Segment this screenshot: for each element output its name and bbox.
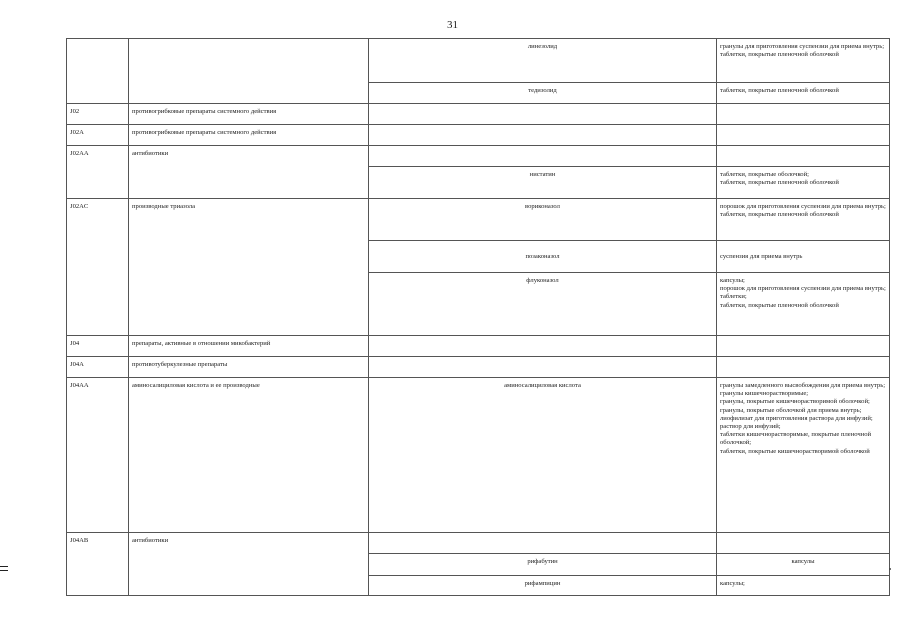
drug-name-cell: нистатин: [369, 167, 717, 199]
table-row: [67, 39, 890, 83]
drug-name-cell: флуконазол: [369, 273, 717, 336]
dosage-form-text: суспензия для приема внутрь: [720, 253, 803, 261]
table-row: [67, 199, 890, 241]
dosage-form-cell: [717, 533, 890, 554]
dosage-form-cell: [717, 336, 890, 357]
dosage-form-text: капсулы;: [720, 580, 745, 587]
table-row: [67, 533, 890, 554]
drug-name-cell: аминосалициловая кислота: [369, 378, 717, 533]
dosage-form-text: капсулы: [791, 558, 815, 565]
group-name-cell: препараты, активные в отношении микобактерий: [129, 336, 369, 357]
dosage-form-cell: [717, 378, 890, 533]
table-row: [67, 336, 890, 357]
drug-name-cell: [369, 357, 717, 378]
drug-name-cell: рифабутин: [369, 554, 717, 576]
atc-code-cell: J04AB: [67, 533, 129, 596]
atc-code-cell: J04AA: [67, 378, 129, 533]
atc-code-cell: J02AC: [67, 199, 129, 336]
atc-code-cell: J02A: [67, 125, 129, 146]
group-name-cell: противогрибковые препараты системного действия: [129, 125, 369, 146]
drug-name-cell: вориконазол: [369, 199, 717, 241]
page-number: 31: [447, 19, 458, 31]
drug-name-cell: [369, 125, 717, 146]
dosage-form-cell: [717, 146, 890, 167]
group-name-cell: противотуберкулезные препараты: [129, 357, 369, 378]
dosage-form-cell: [717, 273, 890, 336]
atc-code-cell: J04A: [67, 357, 129, 378]
dosage-form-text: гранулы для приготовления суспензии для приема внутрь; таблетки, покрытые пленочной оболочкой: [720, 43, 885, 59]
table-row: [67, 125, 890, 146]
drug-name-cell: позаконазол: [369, 241, 717, 273]
group-name-cell: антибиотики: [129, 533, 369, 596]
atc-code-cell: J02AA: [67, 146, 129, 199]
dosage-form-text: таблетки, покрытые оболочкой; таблетки, покрытые пленочной оболочкой: [720, 171, 839, 187]
group-name-cell: аминосалициловая кислота и ее производные: [129, 378, 369, 533]
table-row: [67, 357, 890, 378]
dosage-form-cell: [717, 125, 890, 146]
drug-name-cell: [369, 146, 717, 167]
dosage-form-text: гранулы замедленного высвобождения для приема внутрь; гранулы кишечнорастворимые; гранулы, покрытые кишечнорастворимой оболочкой; гранулы, покрытые оболочкой для приема внутрь; лиофилизат для приготовления раствора для инфузий; раствор для инфузий; таблетки кишечнорастворимые, покрытые пленочной оболочкой; таблетки, покрытые кишечнорастворимой оболочкой: [720, 382, 886, 455]
dosage-form-cell: [717, 241, 890, 273]
dosage-form-cell: [717, 167, 890, 199]
group-name-cell: антибиотики: [129, 146, 369, 199]
dosage-form-cell: [717, 104, 890, 125]
drug-name-cell: тедизолид: [369, 83, 717, 104]
dosage-form-cell: [717, 83, 890, 104]
atc-code-cell: J02: [67, 104, 129, 125]
dosage-form-cell: [717, 576, 890, 596]
atc-code-cell: J04: [67, 336, 129, 357]
dosage-form-text: капсулы; порошок для приготовления суспензии для приема внутрь; таблетки; таблетки, покрытые пленочной оболочкой: [720, 277, 886, 309]
table-row: [67, 146, 890, 167]
drug-name-cell: [369, 533, 717, 554]
group-name-cell: производные триазола: [129, 199, 369, 336]
drug-name-cell: рифампицин: [369, 576, 717, 596]
drug-name-cell: [369, 104, 717, 125]
atc-code-cell: [67, 39, 129, 104]
dosage-form-text: таблетки, покрытые пленочной оболочкой: [720, 87, 839, 94]
drug-name-cell: линезолид: [369, 39, 717, 83]
scan-edge-mark: [0, 566, 8, 571]
dosage-form-cell: [717, 39, 890, 83]
group-name-cell: [129, 39, 369, 104]
dosage-form-cell: [717, 357, 890, 378]
group-name-cell: противогрибковые препараты системного действия: [129, 104, 369, 125]
dosage-form-text: порошок для приготовления суспензии для приема внутрь; таблетки, покрытые пленочной оболочкой: [720, 203, 886, 219]
drug-name-cell: [369, 336, 717, 357]
dosage-form-cell: [717, 554, 890, 576]
drug-table: [66, 38, 890, 596]
table-row: [67, 104, 890, 125]
dosage-form-cell: [717, 199, 890, 241]
table-row: [67, 378, 890, 533]
scan-dot: [889, 568, 891, 570]
